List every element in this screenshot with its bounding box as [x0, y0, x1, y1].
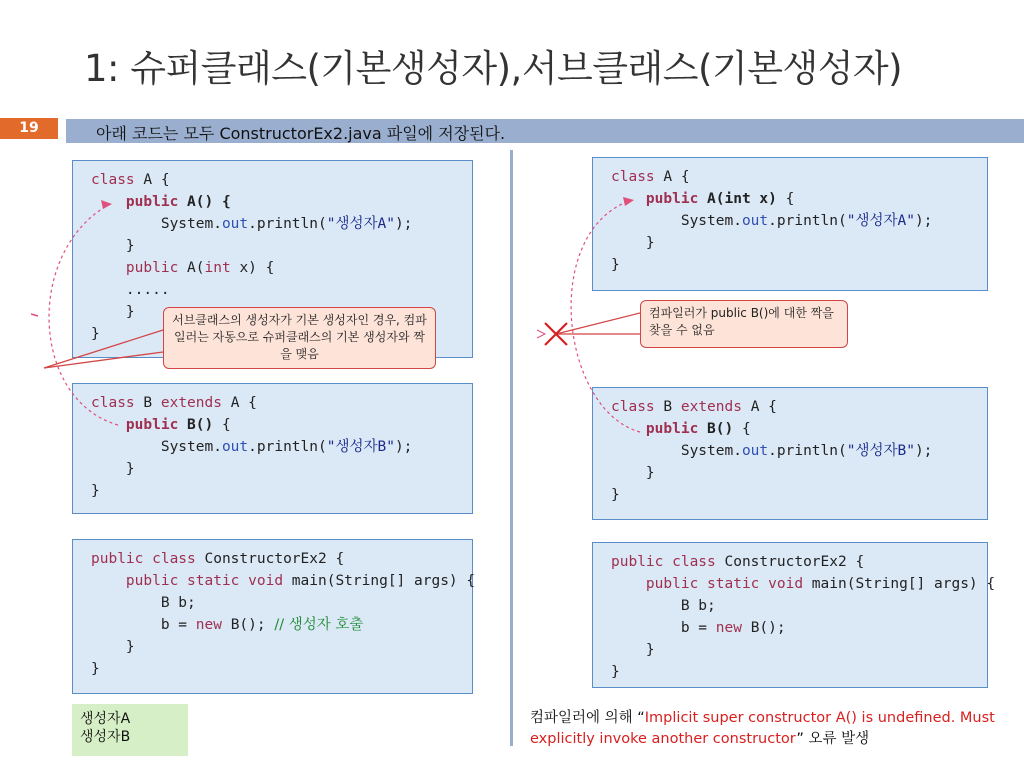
code-token: public: [125, 194, 179, 210]
code-token: B();: [221, 617, 275, 633]
code-token: {: [221, 417, 231, 433]
code-token: b =: [91, 617, 196, 633]
code-token: .....: [91, 282, 170, 298]
code-token: b =: [611, 620, 716, 636]
code-token: main(String[] args) {: [283, 573, 476, 589]
code-token: "생성자B": [846, 443, 915, 459]
code-token: ConstructorEx2 {: [715, 554, 865, 570]
code-token: public: [125, 417, 179, 433]
code-token: {: [785, 191, 795, 207]
code-token: out: [221, 439, 249, 455]
code-token: extends: [680, 399, 742, 415]
code-token: x) {: [230, 260, 275, 276]
left-arrowhead: [101, 200, 112, 209]
slide-title: 1: 슈퍼클래스(기본생성자),서브클래스(기본생성자): [84, 47, 903, 90]
left-link-arc: [49, 204, 118, 425]
left-pointer-lower: [44, 352, 163, 368]
code-token: class: [91, 395, 135, 411]
code-token: }: [611, 642, 655, 658]
code-token: {: [741, 421, 751, 437]
code-token: public static void: [125, 573, 284, 589]
program-output: [72, 704, 188, 756]
code-token: B(): [698, 421, 742, 437]
code-token: );: [394, 439, 413, 455]
code-token: System.: [611, 213, 742, 229]
code-token: B b;: [611, 598, 716, 614]
code-token: }: [611, 664, 620, 680]
code-token: }: [91, 326, 100, 342]
code-token: "생성자A": [326, 216, 395, 232]
code-token: .println(: [248, 439, 327, 455]
code-token: );: [394, 216, 413, 232]
compile-error-note: [530, 708, 1024, 750]
code-token: }: [91, 661, 100, 677]
right-arrowhead: [623, 197, 634, 206]
code-token: }: [91, 483, 100, 499]
error-message: Implicit super constructor A() is undefined. Must explicitly invoke another constructor: [530, 710, 995, 747]
code-token: .println(: [768, 213, 847, 229]
code-token: }: [611, 465, 655, 481]
code-token: out: [221, 216, 249, 232]
code-token: B: [134, 395, 161, 411]
code-token: class: [611, 399, 655, 415]
code-token: }: [611, 235, 655, 251]
output-line: 생성자B: [80, 729, 131, 745]
code-token: public: [645, 421, 699, 437]
note-prefix: 컴파일러에 의해 “: [530, 710, 645, 726]
code-token: out: [741, 443, 769, 459]
code-token: A {: [741, 399, 777, 415]
code-token: }: [611, 487, 620, 503]
left-callout: 서브클래스의 생성자가 기본 생성자인 경우, 컴파일러는 자동으로 슈퍼클래스의 기본 생성자와 짝을 맺음: [163, 307, 436, 369]
code-token: System.: [91, 216, 222, 232]
code-token: }: [91, 639, 135, 655]
code-token: class A {: [611, 169, 690, 185]
slide-number: 19: [0, 118, 58, 143]
code-token: // 생성자 호출: [274, 617, 364, 633]
code-token: B b;: [91, 595, 196, 611]
code-token: "생성자B": [326, 439, 395, 455]
code-token: ConstructorEx2 {: [195, 551, 345, 567]
code-token: new: [715, 620, 742, 636]
right-pointer-upper: [556, 313, 640, 334]
code-token: }: [91, 304, 135, 320]
code-token: System.: [611, 443, 742, 459]
code-token: A(int x): [698, 191, 786, 207]
left-tick: [31, 314, 38, 316]
code-token: out: [741, 213, 769, 229]
left-pointer-upper: [44, 330, 163, 368]
output-line: 생성자A: [80, 711, 131, 727]
right-small-arrow: [537, 330, 545, 338]
code-token: );: [914, 213, 933, 229]
code-token: );: [914, 443, 933, 459]
code-token: "생성자A": [846, 213, 915, 229]
code-token: .println(: [248, 216, 327, 232]
code-token: public static void: [645, 576, 804, 592]
code-token: public class: [91, 551, 196, 567]
code-token: B: [654, 399, 681, 415]
code-token: A {: [221, 395, 257, 411]
code-token: }: [91, 238, 135, 254]
code-token: A() {: [178, 194, 231, 210]
code-token: int: [204, 260, 231, 276]
code-token: A(: [178, 260, 205, 276]
code-token: }: [611, 257, 620, 273]
code-token: public: [645, 191, 699, 207]
code-token: main(String[] args) {: [803, 576, 996, 592]
code-token: public class: [611, 554, 716, 570]
code-token: new: [195, 617, 222, 633]
right-callout: 컴파일러가 public B()에 대한 짝을 찾을 수 없음: [640, 300, 848, 348]
code-token: B();: [741, 620, 786, 636]
code-token: System.: [91, 439, 222, 455]
code-token: }: [91, 461, 135, 477]
code-token: B(): [178, 417, 222, 433]
code-token: class A {: [91, 172, 170, 188]
note-suffix: ” 오류 발생: [796, 731, 870, 747]
slide-subtitle: 아래 코드는 모두 ConstructorEx2.java 파일에 저장된다.: [96, 124, 506, 143]
code-token: public: [125, 260, 179, 276]
code-token: .println(: [768, 443, 847, 459]
code-token: extends: [160, 395, 222, 411]
